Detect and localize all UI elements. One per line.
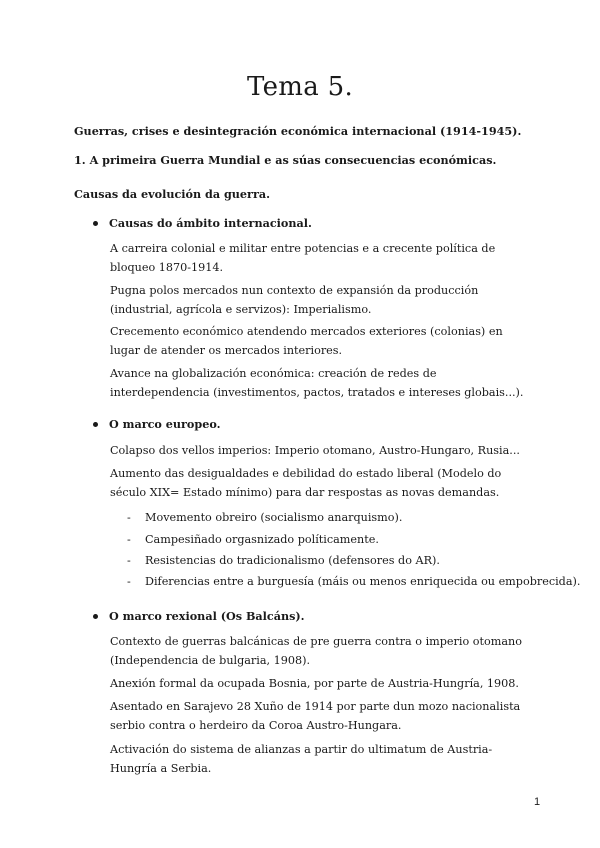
paragraph: Activación do sistema de alianzas a partir do ultimatum de Austria-Hungría a Serbia. [110,743,493,775]
bullet-dot-icon [93,221,98,226]
bullet-label: Causas do ámbito internacional. [109,216,312,230]
dash-icon: - [127,533,131,546]
bullet-dot-icon [93,422,98,427]
bullet-item [93,417,221,431]
paragraph: Anexión formal da ocupada Bosnia, por parte de Austria-Hungría, 1908. [110,677,519,690]
sub-list-item: - Movemento obreiro (socialismo anarquismo). [127,511,403,524]
sub-list-item: - Resistencias do tradicionalismo (defensores do AR). [127,554,440,567]
causes-heading: Causas da evolución da guerra. [74,187,270,201]
bullet-label: O marco rexional (Os Balcáns). [109,609,305,623]
bullet-label: O marco europeo. [109,417,221,431]
paragraph: Pugna polos mercados nun contexto de expansión da producción (industrial, agrícola e servizos): Imperialismo. [110,284,479,316]
paragraph: Crecemento económico atendendo mercados exteriores (colonias) en lugar de atender os mercados interiores. [110,325,503,357]
dash-icon: - [127,575,131,588]
sub-list-item: - Campesiñado orgasnizado políticamente. [127,533,379,546]
bullet-item [93,216,312,230]
bullet-dot-icon [93,614,98,619]
paragraph: Aumento das desigualdades e debilidad do estado liberal (Modelo do século XIX= Estado mínimo) para dar respostas as novas demandas. [110,467,502,499]
paragraph: Asentado en Sarajevo 28 Xuño de 1914 por parte dun mozo nacionalista serbio contra o herdeiro da Coroa Austro-Hungara. [110,700,521,732]
dash-icon: - [127,554,131,567]
paragraph: Colapso dos vellos imperios: Imperio otomano, Austro-Hungaro, Rusia... [110,444,520,457]
paragraph: A carreira colonial e militar entre potencias e a crecente política de bloqueo 1870-1914. [110,242,496,274]
paragraph: Contexto de guerras balcánicas de pre guerra contra o imperio otomano (Independencia de bulgaria, 1908). [110,635,522,667]
page-title: Tema 5. [246,72,354,102]
subtitle: Guerras, crises e desintegración económica internacional (1914-1945). [74,124,522,138]
section-heading: 1. A primeira Guerra Mundial e as súas consecuencias económicas. [74,153,497,167]
bullet-item [93,609,305,623]
page-number: 1 [534,796,541,808]
sub-list-item: - Diferencias entre a burguesía (máis ou menos enriquecida ou empobrecida). [127,575,581,588]
dash-icon: - [127,511,131,524]
paragraph: Avance na globalización económica: creación de redes de interdependencia (investimentos, pactos, tratados e intereses globais...). [110,367,524,399]
